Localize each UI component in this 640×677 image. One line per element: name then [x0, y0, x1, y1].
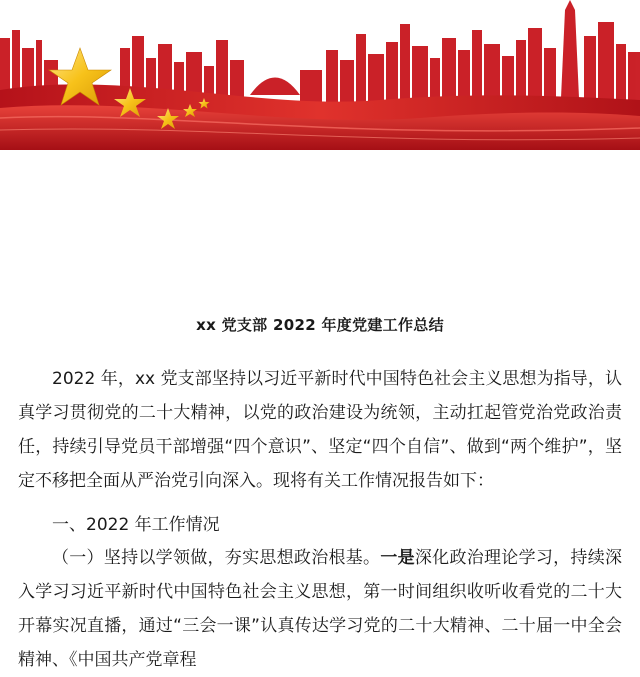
intro-paragraph: 2022 年，xx 党支部坚持以习近平新时代中国特色社会主义思想为指导，认真学习贯彻党的二十大精神，以党的政治建设为统领，主动扛起管党治党政治责任，持续引导党员干部增强“四个意识”、坚定“四个自信”、做到“两个维护”，坚定不移把全面从严治党引向深入。现将有关工作情况报告如下： — [18, 369, 622, 491]
subsection-paragraph — [18, 541, 622, 677]
subsection-body: 深化政治理论学习，持续深入学习习近平新时代中国特色社会主义思想，第一时间组织收听收看党的二十大开幕实况直播，通过“三会一课”认真传达学习党的二十大精神、二十届一中全会精神、《中国共产党章程 — [18, 548, 622, 670]
emphasis-text: 一是 — [380, 548, 415, 568]
section-heading: 一、2022 年工作情况 — [52, 515, 220, 535]
subsection-heading: （一）坚持以学领做，夯实思想政治根基。 — [52, 548, 381, 568]
document-title: xx 党支部 2022 年度党建工作总结 — [196, 316, 444, 334]
